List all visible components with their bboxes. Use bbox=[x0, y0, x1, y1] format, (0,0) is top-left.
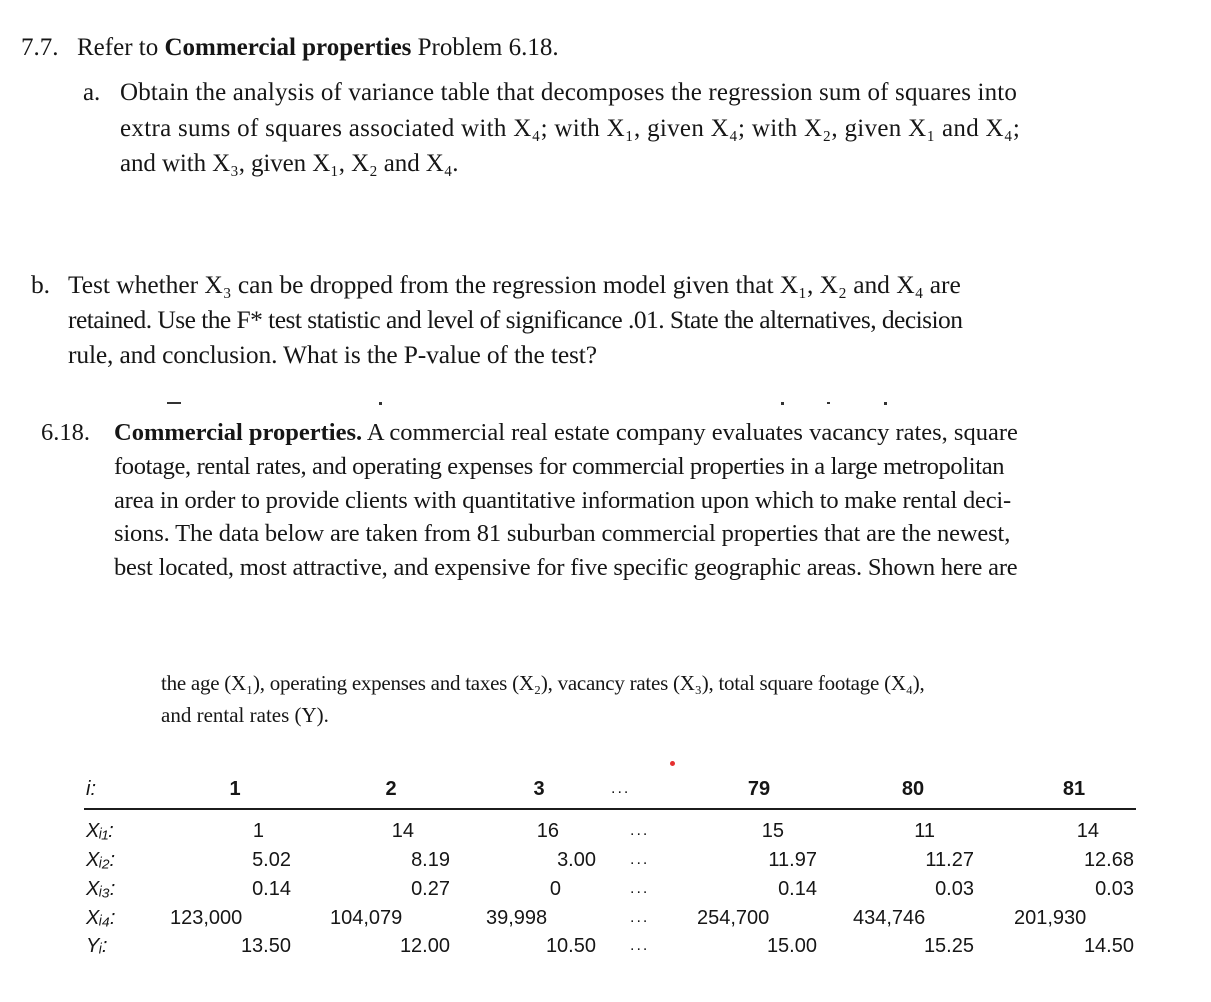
table-cell: 0.03 bbox=[935, 878, 974, 900]
problem-6-18-number: 6.18. bbox=[41, 419, 90, 446]
row-label-xi2: Xᵢ₂: bbox=[86, 849, 116, 871]
problem-6-18-first-line bbox=[114, 419, 1018, 447]
header-rule bbox=[84, 808, 1136, 810]
problem-number: 7.7. bbox=[21, 34, 59, 61]
table-cell: 104,079 bbox=[330, 907, 403, 929]
scan-mark bbox=[884, 402, 887, 405]
table-cell: 12.00 bbox=[399, 935, 450, 957]
table-cell: 5.02 bbox=[252, 849, 291, 871]
problem-6-18-line-5: best located, most attractive, and expensive for five specific geographic areas. Shown here are bbox=[114, 554, 1018, 581]
part-b-line-1: Test whether X₃ can be dropped from the regression model given that X₁, X₂ and X₄ are bbox=[68, 270, 961, 299]
index-label: i: bbox=[86, 778, 96, 800]
data-table bbox=[84, 774, 1136, 974]
table-cell: 14 bbox=[391, 820, 414, 842]
column-header: 81 bbox=[1062, 778, 1086, 800]
scan-mark bbox=[379, 402, 382, 405]
column-header: 79 bbox=[747, 778, 771, 800]
problem-7-7-heading bbox=[21, 34, 559, 62]
scan-mark bbox=[167, 402, 181, 404]
table-cell: 14 bbox=[1076, 820, 1099, 842]
table-cell: 254,700 bbox=[697, 907, 770, 929]
part-b-label: b. bbox=[31, 270, 50, 299]
row-label-xi3: Xᵢ₃: bbox=[86, 878, 116, 900]
part-b-line-3: rule, and conclusion. What is the P-value of the test? bbox=[68, 340, 597, 369]
table-cell: 15.00 bbox=[766, 935, 817, 957]
intro-bold-text: Commercial properties bbox=[164, 34, 412, 61]
table-cell: 0 bbox=[549, 878, 561, 900]
row-ellipsis: ... bbox=[630, 937, 650, 954]
red-annotation-dot bbox=[670, 761, 675, 766]
table-cell: 201,930 bbox=[1014, 907, 1087, 929]
intro-text: Refer to bbox=[77, 34, 159, 61]
row-ellipsis: ... bbox=[630, 909, 650, 926]
part-a-line-3: and with X₃, given X₁, X₂ and X₄. bbox=[120, 150, 459, 177]
problem-6-18-line-2: footage, rental rates, and operating expenses for commercial properties in a large metropolitan bbox=[114, 453, 1005, 480]
row-label-xi1: Xᵢ₁: bbox=[86, 820, 114, 842]
table-cell: 123,000 bbox=[170, 907, 243, 929]
scan-mark bbox=[781, 402, 784, 405]
part-a-line-2: extra sums of squares associated with X₄; with X₁, given X₄; with X₂, given X₁ and X₄; bbox=[120, 115, 1021, 142]
continuation-line-1: the age (X₁), operating expenses and taxes (X₂), vacancy rates (X₃), total square footage (X₄), bbox=[161, 671, 925, 695]
table-cell: 11 bbox=[914, 820, 935, 842]
part-a-label: a. bbox=[83, 79, 101, 106]
column-header: 1 bbox=[229, 778, 241, 800]
table-cell: 0.27 bbox=[411, 878, 450, 900]
part-a-line-1: Obtain the analysis of variance table that decomposes the regression sum of squares into bbox=[120, 79, 1017, 106]
table-cell: 10.50 bbox=[545, 935, 596, 957]
table-cell: 15.25 bbox=[923, 935, 974, 957]
problem-6-18-line-3: area in order to provide clients with quantitative information upon which to make rental deci- bbox=[114, 487, 1011, 514]
table-cell: 16 bbox=[536, 820, 559, 842]
problem-6-18-line-4: sions. The data below are taken from 81 suburban commercial properties that are the newest, bbox=[114, 520, 1011, 547]
table-cell: 13.50 bbox=[240, 935, 291, 957]
table-cell: 39,998 bbox=[486, 907, 548, 929]
table-cell: 0.14 bbox=[778, 878, 817, 900]
problem-6-18-line-1: A commercial real estate company evaluates vacancy rates, square bbox=[366, 419, 1018, 446]
row-label-xi4: Xᵢ₄: bbox=[86, 907, 116, 929]
table-cell: 8.19 bbox=[411, 849, 450, 871]
column-header: 3 bbox=[533, 778, 545, 800]
row-ellipsis: ... bbox=[630, 851, 650, 868]
scan-mark bbox=[827, 402, 830, 404]
column-header: 2 bbox=[385, 778, 397, 800]
problem-6-18-title: Commercial properties. bbox=[114, 419, 363, 446]
row-label-yi: Yᵢ: bbox=[86, 935, 108, 957]
table-cell: 11.97 bbox=[768, 849, 817, 871]
table-cell: 0.14 bbox=[252, 878, 291, 900]
table-cell: 0.03 bbox=[1095, 878, 1134, 900]
continuation-line-2: and rental rates (Y). bbox=[161, 703, 329, 727]
column-header-ellipsis: ... bbox=[611, 780, 631, 797]
table-cell: 15 bbox=[761, 820, 784, 842]
table-cell: 1 bbox=[252, 820, 264, 842]
table-cell: 434,746 bbox=[853, 907, 926, 929]
table-cell: 12.68 bbox=[1083, 849, 1134, 871]
column-header: 80 bbox=[901, 778, 925, 800]
row-ellipsis: ... bbox=[630, 880, 650, 897]
row-ellipsis: ... bbox=[630, 822, 650, 839]
table-cell: 3.00 bbox=[557, 849, 596, 871]
table-cell: 11.27 bbox=[925, 849, 974, 871]
intro-post-text: Problem 6.18. bbox=[417, 34, 559, 61]
part-b-line-2: retained. Use the F* test statistic and level of significance .01. State the alternatives, decision bbox=[68, 305, 963, 334]
table-cell: 14.50 bbox=[1083, 935, 1134, 957]
